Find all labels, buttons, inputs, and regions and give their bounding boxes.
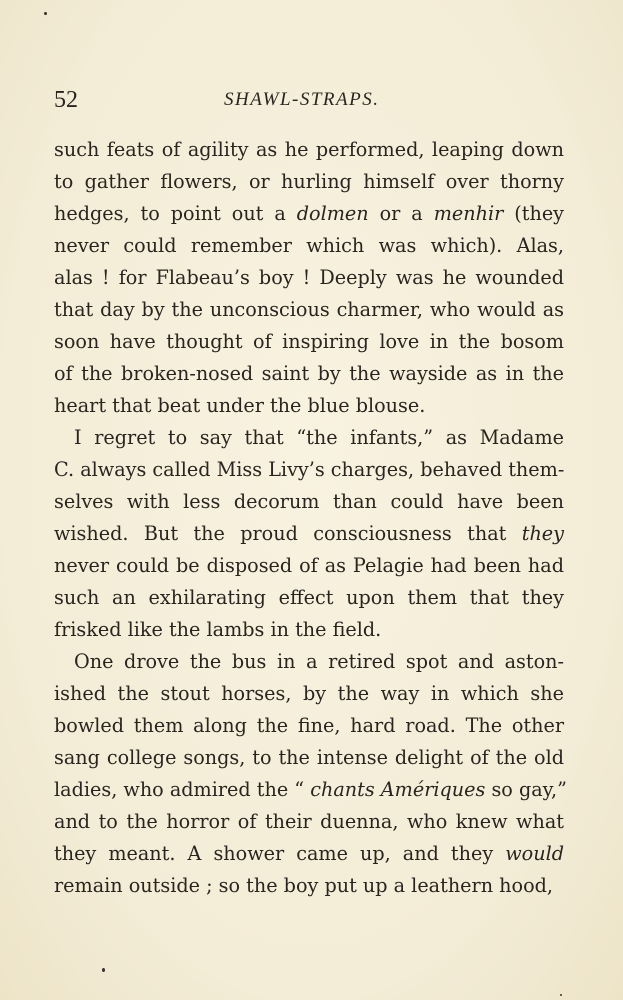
text-segment: or a bbox=[368, 202, 434, 225]
text-line bbox=[54, 262, 564, 294]
italic-text: would bbox=[505, 842, 564, 865]
text-segment: I regret to say that “the infants,” as Madame bbox=[74, 426, 564, 449]
text-line bbox=[54, 294, 564, 326]
text-line bbox=[54, 230, 564, 262]
paper-speck bbox=[560, 994, 562, 996]
text-line bbox=[54, 358, 564, 390]
text-segment: of the broken-nosed saint by the wayside as in the bbox=[54, 362, 564, 385]
text-line bbox=[54, 582, 564, 614]
text-line bbox=[54, 870, 564, 902]
text-line bbox=[54, 806, 564, 838]
italic-text: they bbox=[521, 522, 564, 545]
text-segment: selves with less decorum than could have been bbox=[54, 490, 564, 513]
text-segment: they meant. A shower came up, and they bbox=[54, 842, 506, 865]
text-segment: soon have thought of inspiring love in the bosom bbox=[54, 330, 564, 353]
text-line bbox=[54, 646, 564, 678]
body-text bbox=[54, 134, 567, 902]
text-segment: such an exhilarating effect upon them that they bbox=[54, 586, 564, 609]
text-segment: sang college songs, to the intense delight of the old bbox=[54, 746, 564, 769]
text-segment: One drove the bus in a retired spot and aston- bbox=[74, 650, 564, 673]
text-line bbox=[54, 678, 564, 710]
text-segment: heart that beat under the blue blouse. bbox=[54, 394, 426, 417]
page-header bbox=[54, 84, 566, 116]
italic-text: menhir bbox=[433, 202, 504, 225]
text-line bbox=[54, 326, 564, 358]
paragraph bbox=[54, 134, 564, 422]
italic-text: dolmen bbox=[296, 202, 369, 225]
paper-speck bbox=[44, 12, 47, 15]
text-segment: alas ! for Flabeau’s boy ! Deeply was he wounded bbox=[54, 266, 564, 289]
paper-speck bbox=[102, 968, 105, 972]
text-segment: (they bbox=[503, 202, 565, 225]
text-segment: and to the horror of their duenna, who knew what bbox=[54, 810, 564, 833]
paragraph bbox=[54, 646, 567, 902]
text-segment: ladies, who admired the “ bbox=[54, 778, 311, 801]
text-line bbox=[54, 550, 564, 582]
text-line bbox=[54, 422, 564, 454]
text-line bbox=[54, 774, 567, 806]
text-segment: never could remember which was which). Alas, bbox=[54, 234, 564, 257]
text-segment: C. always called Miss Livy’s charges, behaved them- bbox=[54, 458, 565, 481]
text-line bbox=[54, 710, 564, 742]
text-line bbox=[54, 518, 564, 550]
text-line bbox=[54, 614, 564, 646]
text-line bbox=[54, 390, 564, 422]
text-line bbox=[54, 486, 564, 518]
text-segment: to gather flowers, or hurling himself over thorny bbox=[54, 170, 564, 193]
text-segment: such feats of agility as he performed, leaping down bbox=[54, 138, 564, 161]
text-segment: so gay,” bbox=[485, 778, 567, 801]
text-segment: never could be disposed of as Pelagie had been had bbox=[54, 554, 564, 577]
text-line bbox=[54, 166, 564, 198]
text-line bbox=[54, 838, 564, 870]
text-segment: bowled them along the fine, hard road. The other bbox=[54, 714, 564, 737]
text-line bbox=[54, 742, 564, 774]
text-segment: wished. But the proud consciousness that bbox=[54, 522, 522, 545]
italic-text: chants Amériques bbox=[310, 778, 486, 801]
text-line bbox=[54, 454, 564, 486]
page-number: 52 bbox=[54, 87, 78, 113]
paragraph bbox=[54, 422, 564, 646]
text-segment: ished the stout horses, by the way in which she bbox=[54, 682, 564, 705]
text-line bbox=[54, 198, 564, 230]
text-segment: frisked like the lambs in the field. bbox=[54, 618, 382, 641]
text-segment: that day by the unconscious charmer, who would as bbox=[54, 298, 564, 321]
running-head: SHAWL-STRAPS. bbox=[224, 89, 380, 110]
text-line bbox=[54, 134, 564, 166]
text-segment: hedges, to point out a bbox=[54, 202, 297, 225]
text-segment: remain outside ; so the boy put up a leathern hood, bbox=[54, 874, 554, 897]
